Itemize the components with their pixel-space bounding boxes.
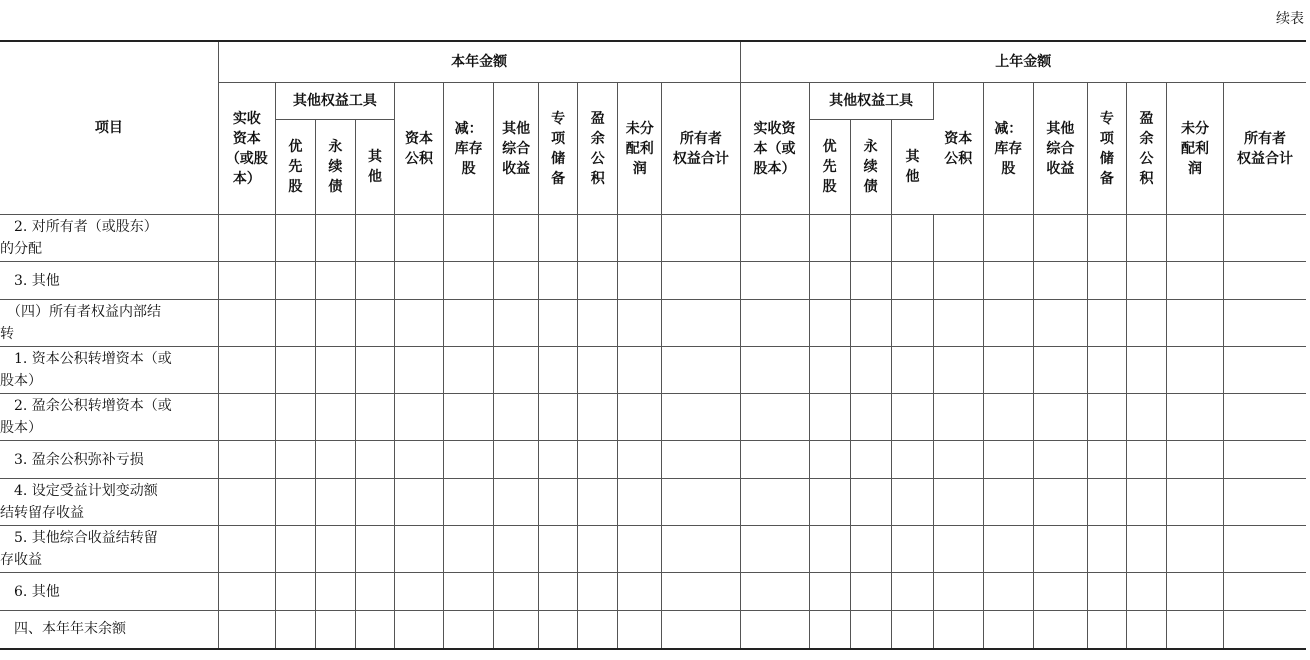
amount-cell bbox=[933, 215, 983, 262]
col-paid-in-capital: 实收 资本 （或股 本） bbox=[218, 83, 275, 215]
amount-cell bbox=[444, 300, 494, 347]
amount-cell bbox=[355, 441, 394, 479]
amount-cell bbox=[315, 526, 355, 573]
header-current-year: 本年金额 bbox=[218, 41, 740, 83]
amount-cell bbox=[809, 526, 850, 573]
amount-cell bbox=[662, 300, 740, 347]
amount-cell bbox=[315, 300, 355, 347]
row-item-line1: 3. 盈余公积弥补亏损 bbox=[0, 451, 144, 468]
amount-cell bbox=[983, 611, 1033, 649]
amount-cell bbox=[740, 262, 809, 300]
amount-cell bbox=[394, 262, 443, 300]
table-row bbox=[0, 394, 1306, 441]
amount-cell bbox=[1033, 347, 1087, 394]
amount-cell bbox=[1126, 300, 1166, 347]
amount-cell bbox=[740, 394, 809, 441]
amount-cell bbox=[444, 611, 494, 649]
amount-cell bbox=[355, 479, 394, 526]
amount-cell bbox=[394, 441, 443, 479]
amount-cell bbox=[850, 215, 891, 262]
amount-cell bbox=[394, 300, 443, 347]
amount-cell bbox=[1126, 526, 1166, 573]
amount-cell bbox=[218, 215, 275, 262]
amount-cell bbox=[355, 573, 394, 611]
amount-cell bbox=[1224, 300, 1306, 347]
amount-cell bbox=[578, 262, 618, 300]
amount-cell bbox=[850, 394, 891, 441]
row-item-line1: 四、本年年末余额 bbox=[0, 621, 126, 638]
amount-cell bbox=[315, 215, 355, 262]
col-other-equity-instruments: 其他权益工具 bbox=[275, 83, 394, 120]
equity-change-table bbox=[0, 40, 1306, 650]
amount-cell bbox=[662, 394, 740, 441]
amount-cell bbox=[539, 526, 578, 573]
row-item-line1: （四）所有者权益内部结 bbox=[0, 304, 161, 320]
amount-cell bbox=[933, 611, 983, 649]
amount-cell bbox=[1033, 215, 1087, 262]
amount-cell bbox=[218, 262, 275, 300]
amount-cell bbox=[218, 573, 275, 611]
amount-cell bbox=[891, 347, 933, 394]
amount-cell bbox=[355, 215, 394, 262]
amount-cell bbox=[315, 441, 355, 479]
table-row bbox=[0, 262, 1306, 300]
amount-cell bbox=[539, 611, 578, 649]
amount-cell bbox=[394, 215, 443, 262]
amount-cell bbox=[809, 611, 850, 649]
amount-cell bbox=[983, 479, 1033, 526]
amount-cell bbox=[809, 215, 850, 262]
amount-cell bbox=[539, 479, 578, 526]
amount-cell bbox=[618, 526, 662, 573]
amount-cell bbox=[444, 526, 494, 573]
amount-cell bbox=[494, 526, 539, 573]
col-perpetual-bonds: 永 续 债 bbox=[315, 120, 355, 215]
col-prev-paid-in-capital: 实收资 本（或 股本） bbox=[740, 83, 809, 215]
amount-cell bbox=[933, 479, 983, 526]
col-prev-total-equity: 所有者 权益合计 bbox=[1224, 83, 1306, 215]
amount-cell bbox=[578, 215, 618, 262]
amount-cell bbox=[1224, 573, 1306, 611]
amount-cell bbox=[933, 573, 983, 611]
amount-cell bbox=[983, 394, 1033, 441]
amount-cell bbox=[850, 479, 891, 526]
amount-cell bbox=[933, 394, 983, 441]
amount-cell bbox=[578, 526, 618, 573]
amount-cell bbox=[394, 479, 443, 526]
row-item-line2: 结转留存收益 bbox=[0, 505, 84, 521]
row-item-line2: 的分配 bbox=[0, 241, 42, 257]
table-row bbox=[0, 347, 1306, 394]
amount-cell bbox=[494, 441, 539, 479]
amount-cell bbox=[218, 347, 275, 394]
row-item-line1: 2. 盈余公积转增资本（或 bbox=[0, 398, 172, 414]
amount-cell bbox=[809, 479, 850, 526]
amount-cell bbox=[662, 215, 740, 262]
amount-cell bbox=[1167, 394, 1224, 441]
table-row bbox=[0, 215, 1306, 262]
amount-cell bbox=[983, 300, 1033, 347]
amount-cell bbox=[275, 573, 315, 611]
amount-cell bbox=[850, 611, 891, 649]
amount-cell bbox=[444, 215, 494, 262]
amount-cell bbox=[275, 394, 315, 441]
amount-cell bbox=[850, 300, 891, 347]
amount-cell bbox=[1224, 262, 1306, 300]
row-item-label bbox=[0, 347, 218, 394]
amount-cell bbox=[315, 347, 355, 394]
amount-cell bbox=[444, 441, 494, 479]
amount-cell bbox=[494, 394, 539, 441]
amount-cell bbox=[539, 300, 578, 347]
row-item-label bbox=[0, 573, 218, 611]
amount-cell bbox=[394, 611, 443, 649]
amount-cell bbox=[1126, 441, 1166, 479]
continued-label: 续表 bbox=[1276, 11, 1304, 27]
amount-cell bbox=[218, 394, 275, 441]
amount-cell bbox=[539, 347, 578, 394]
amount-cell bbox=[494, 573, 539, 611]
row-item-label bbox=[0, 526, 218, 573]
amount-cell bbox=[618, 300, 662, 347]
amount-cell bbox=[983, 573, 1033, 611]
row-item-label bbox=[0, 300, 218, 347]
amount-cell bbox=[740, 347, 809, 394]
amount-cell bbox=[1126, 479, 1166, 526]
table-row bbox=[0, 479, 1306, 526]
col-other-instruments: 其 他 bbox=[355, 120, 394, 215]
amount-cell bbox=[1167, 441, 1224, 479]
amount-cell bbox=[618, 573, 662, 611]
amount-cell bbox=[891, 526, 933, 573]
amount-cell bbox=[983, 347, 1033, 394]
amount-cell bbox=[618, 441, 662, 479]
amount-cell bbox=[1033, 611, 1087, 649]
amount-cell bbox=[444, 573, 494, 611]
amount-cell bbox=[315, 262, 355, 300]
amount-cell bbox=[1126, 611, 1166, 649]
col-prev-other-comprehensive-income: 其他 综合 收益 bbox=[1033, 83, 1087, 215]
amount-cell bbox=[275, 526, 315, 573]
amount-cell bbox=[618, 347, 662, 394]
amount-cell bbox=[394, 394, 443, 441]
amount-cell bbox=[539, 215, 578, 262]
col-prev-surplus-reserve: 盈 余 公 积 bbox=[1126, 83, 1166, 215]
amount-cell bbox=[1087, 441, 1126, 479]
amount-cell bbox=[1033, 300, 1087, 347]
amount-cell bbox=[891, 262, 933, 300]
amount-cell bbox=[618, 611, 662, 649]
amount-cell bbox=[618, 394, 662, 441]
amount-cell bbox=[1087, 526, 1126, 573]
amount-cell bbox=[891, 573, 933, 611]
amount-cell bbox=[444, 347, 494, 394]
amount-cell bbox=[891, 215, 933, 262]
amount-cell bbox=[1224, 479, 1306, 526]
amount-cell bbox=[494, 300, 539, 347]
amount-cell bbox=[578, 300, 618, 347]
table-row bbox=[0, 300, 1306, 347]
amount-cell bbox=[662, 479, 740, 526]
amount-cell bbox=[275, 611, 315, 649]
amount-cell bbox=[809, 394, 850, 441]
row-item-label bbox=[0, 394, 218, 441]
amount-cell bbox=[933, 347, 983, 394]
col-prev-treasury-stock: 减： 库存 股 bbox=[983, 83, 1033, 215]
amount-cell bbox=[444, 394, 494, 441]
col-prev-other-equity-instruments: 其他权益工具 bbox=[809, 83, 933, 120]
amount-cell bbox=[355, 300, 394, 347]
header-item: 项目 bbox=[0, 41, 218, 215]
amount-cell bbox=[539, 573, 578, 611]
amount-cell bbox=[218, 479, 275, 526]
amount-cell bbox=[618, 215, 662, 262]
row-item-label bbox=[0, 441, 218, 479]
amount-cell bbox=[933, 300, 983, 347]
col-prev-retained-earnings: 未分 配利 润 bbox=[1167, 83, 1224, 215]
col-retained-earnings: 未分 配利 润 bbox=[618, 83, 662, 215]
amount-cell bbox=[1126, 394, 1166, 441]
amount-cell bbox=[1167, 347, 1224, 394]
row-item-line1: 5. 其他综合收益结转留 bbox=[0, 530, 158, 546]
col-prev-perpetual-bonds: 永 续 债 bbox=[850, 120, 891, 215]
row-item-label bbox=[0, 215, 218, 262]
amount-cell bbox=[740, 215, 809, 262]
amount-cell bbox=[1224, 394, 1306, 441]
row-item-line2: 股本） bbox=[0, 373, 42, 389]
amount-cell bbox=[315, 611, 355, 649]
amount-cell bbox=[891, 300, 933, 347]
amount-cell bbox=[891, 479, 933, 526]
row-item-label bbox=[0, 479, 218, 526]
amount-cell bbox=[315, 394, 355, 441]
col-other-comprehensive-income: 其他 综合 收益 bbox=[494, 83, 539, 215]
row-item-line2: 转 bbox=[0, 326, 14, 342]
amount-cell bbox=[275, 300, 315, 347]
col-prev-other-instruments: 其 他 bbox=[891, 120, 933, 215]
amount-cell bbox=[218, 611, 275, 649]
amount-cell bbox=[891, 394, 933, 441]
amount-cell bbox=[662, 573, 740, 611]
amount-cell bbox=[933, 262, 983, 300]
amount-cell bbox=[275, 441, 315, 479]
amount-cell bbox=[740, 573, 809, 611]
amount-cell bbox=[740, 479, 809, 526]
amount-cell bbox=[1126, 215, 1166, 262]
amount-cell bbox=[983, 262, 1033, 300]
amount-cell bbox=[578, 611, 618, 649]
amount-cell bbox=[578, 479, 618, 526]
amount-cell bbox=[355, 262, 394, 300]
header-previous-year: 上年金额 bbox=[740, 41, 1306, 83]
amount-cell bbox=[850, 262, 891, 300]
amount-cell bbox=[1033, 394, 1087, 441]
amount-cell bbox=[394, 347, 443, 394]
amount-cell bbox=[1033, 441, 1087, 479]
amount-cell bbox=[1087, 573, 1126, 611]
amount-cell bbox=[618, 262, 662, 300]
col-prev-special-reserve: 专 项 储 备 bbox=[1087, 83, 1126, 215]
amount-cell bbox=[539, 262, 578, 300]
amount-cell bbox=[1224, 526, 1306, 573]
col-prev-preferred-stock: 优 先 股 bbox=[809, 120, 850, 215]
amount-cell bbox=[444, 479, 494, 526]
amount-cell bbox=[1167, 573, 1224, 611]
amount-cell bbox=[1126, 262, 1166, 300]
amount-cell bbox=[275, 479, 315, 526]
row-item-line1: 4. 设定受益计划变动额 bbox=[0, 483, 158, 499]
amount-cell bbox=[218, 300, 275, 347]
amount-cell bbox=[809, 347, 850, 394]
amount-cell bbox=[1126, 347, 1166, 394]
row-item-line1: 6. 其他 bbox=[0, 583, 60, 600]
amount-cell bbox=[1126, 573, 1166, 611]
amount-cell bbox=[618, 479, 662, 526]
amount-cell bbox=[1167, 300, 1224, 347]
amount-cell bbox=[1224, 611, 1306, 649]
amount-cell bbox=[1167, 262, 1224, 300]
amount-cell bbox=[275, 347, 315, 394]
col-surplus-reserve: 盈 余 公 积 bbox=[578, 83, 618, 215]
amount-cell bbox=[1033, 526, 1087, 573]
amount-cell bbox=[539, 441, 578, 479]
amount-cell bbox=[1087, 611, 1126, 649]
amount-cell bbox=[1087, 262, 1126, 300]
amount-cell bbox=[933, 441, 983, 479]
table-row bbox=[0, 573, 1306, 611]
amount-cell bbox=[850, 573, 891, 611]
col-treasury-stock: 减： 库存 股 bbox=[444, 83, 494, 215]
amount-cell bbox=[355, 394, 394, 441]
amount-cell bbox=[444, 262, 494, 300]
col-total-equity: 所有者 权益合计 bbox=[662, 83, 740, 215]
amount-cell bbox=[355, 611, 394, 649]
amount-cell bbox=[355, 347, 394, 394]
amount-cell bbox=[662, 441, 740, 479]
amount-cell bbox=[809, 573, 850, 611]
amount-cell bbox=[1167, 215, 1224, 262]
row-item-label bbox=[0, 262, 218, 300]
amount-cell bbox=[1087, 347, 1126, 394]
amount-cell bbox=[494, 347, 539, 394]
amount-cell bbox=[394, 573, 443, 611]
amount-cell bbox=[850, 347, 891, 394]
amount-cell bbox=[494, 262, 539, 300]
amount-cell bbox=[740, 441, 809, 479]
amount-cell bbox=[809, 300, 850, 347]
amount-cell bbox=[1087, 394, 1126, 441]
amount-cell bbox=[740, 526, 809, 573]
amount-cell bbox=[1033, 573, 1087, 611]
row-item-label bbox=[0, 611, 218, 649]
amount-cell bbox=[578, 394, 618, 441]
amount-cell bbox=[1167, 526, 1224, 573]
row-item-line2: 股本） bbox=[0, 420, 42, 436]
amount-cell bbox=[1224, 441, 1306, 479]
amount-cell bbox=[662, 611, 740, 649]
amount-cell bbox=[740, 300, 809, 347]
amount-cell bbox=[315, 479, 355, 526]
amount-cell bbox=[983, 215, 1033, 262]
amount-cell bbox=[809, 262, 850, 300]
table-row bbox=[0, 611, 1306, 649]
amount-cell bbox=[494, 479, 539, 526]
amount-cell bbox=[740, 611, 809, 649]
amount-cell bbox=[983, 526, 1033, 573]
amount-cell bbox=[1033, 479, 1087, 526]
amount-cell bbox=[809, 441, 850, 479]
amount-cell bbox=[891, 441, 933, 479]
amount-cell bbox=[662, 347, 740, 394]
amount-cell bbox=[1033, 262, 1087, 300]
amount-cell bbox=[933, 526, 983, 573]
amount-cell bbox=[1087, 479, 1126, 526]
amount-cell bbox=[275, 215, 315, 262]
amount-cell bbox=[394, 526, 443, 573]
table-row bbox=[0, 526, 1306, 573]
amount-cell bbox=[891, 611, 933, 649]
amount-cell bbox=[1087, 215, 1126, 262]
amount-cell bbox=[1224, 347, 1306, 394]
col-capital-reserve: 资本 公积 bbox=[394, 83, 443, 215]
amount-cell bbox=[578, 573, 618, 611]
amount-cell bbox=[275, 262, 315, 300]
amount-cell bbox=[983, 441, 1033, 479]
col-preferred-stock: 优 先 股 bbox=[275, 120, 315, 215]
amount-cell bbox=[1167, 611, 1224, 649]
row-item-line1: 1. 资本公积转增资本（或 bbox=[0, 351, 172, 367]
amount-cell bbox=[355, 526, 394, 573]
amount-cell bbox=[662, 526, 740, 573]
amount-cell bbox=[539, 394, 578, 441]
row-item-line2: 存收益 bbox=[0, 552, 42, 568]
col-prev-capital-reserve: 资本 公积 bbox=[933, 83, 983, 215]
amount-cell bbox=[1224, 215, 1306, 262]
amount-cell bbox=[662, 262, 740, 300]
amount-cell bbox=[218, 441, 275, 479]
amount-cell bbox=[578, 441, 618, 479]
amount-cell bbox=[315, 573, 355, 611]
table-row bbox=[0, 441, 1306, 479]
row-item-line1: 2. 对所有者（或股东） bbox=[0, 219, 158, 235]
amount-cell bbox=[1087, 300, 1126, 347]
amount-cell bbox=[218, 526, 275, 573]
amount-cell bbox=[1167, 479, 1224, 526]
amount-cell bbox=[578, 347, 618, 394]
row-item-line1: 3. 其他 bbox=[0, 272, 60, 289]
amount-cell bbox=[494, 215, 539, 262]
amount-cell bbox=[850, 441, 891, 479]
amount-cell bbox=[850, 526, 891, 573]
col-special-reserve: 专 项 储 备 bbox=[539, 83, 578, 215]
amount-cell bbox=[494, 611, 539, 649]
